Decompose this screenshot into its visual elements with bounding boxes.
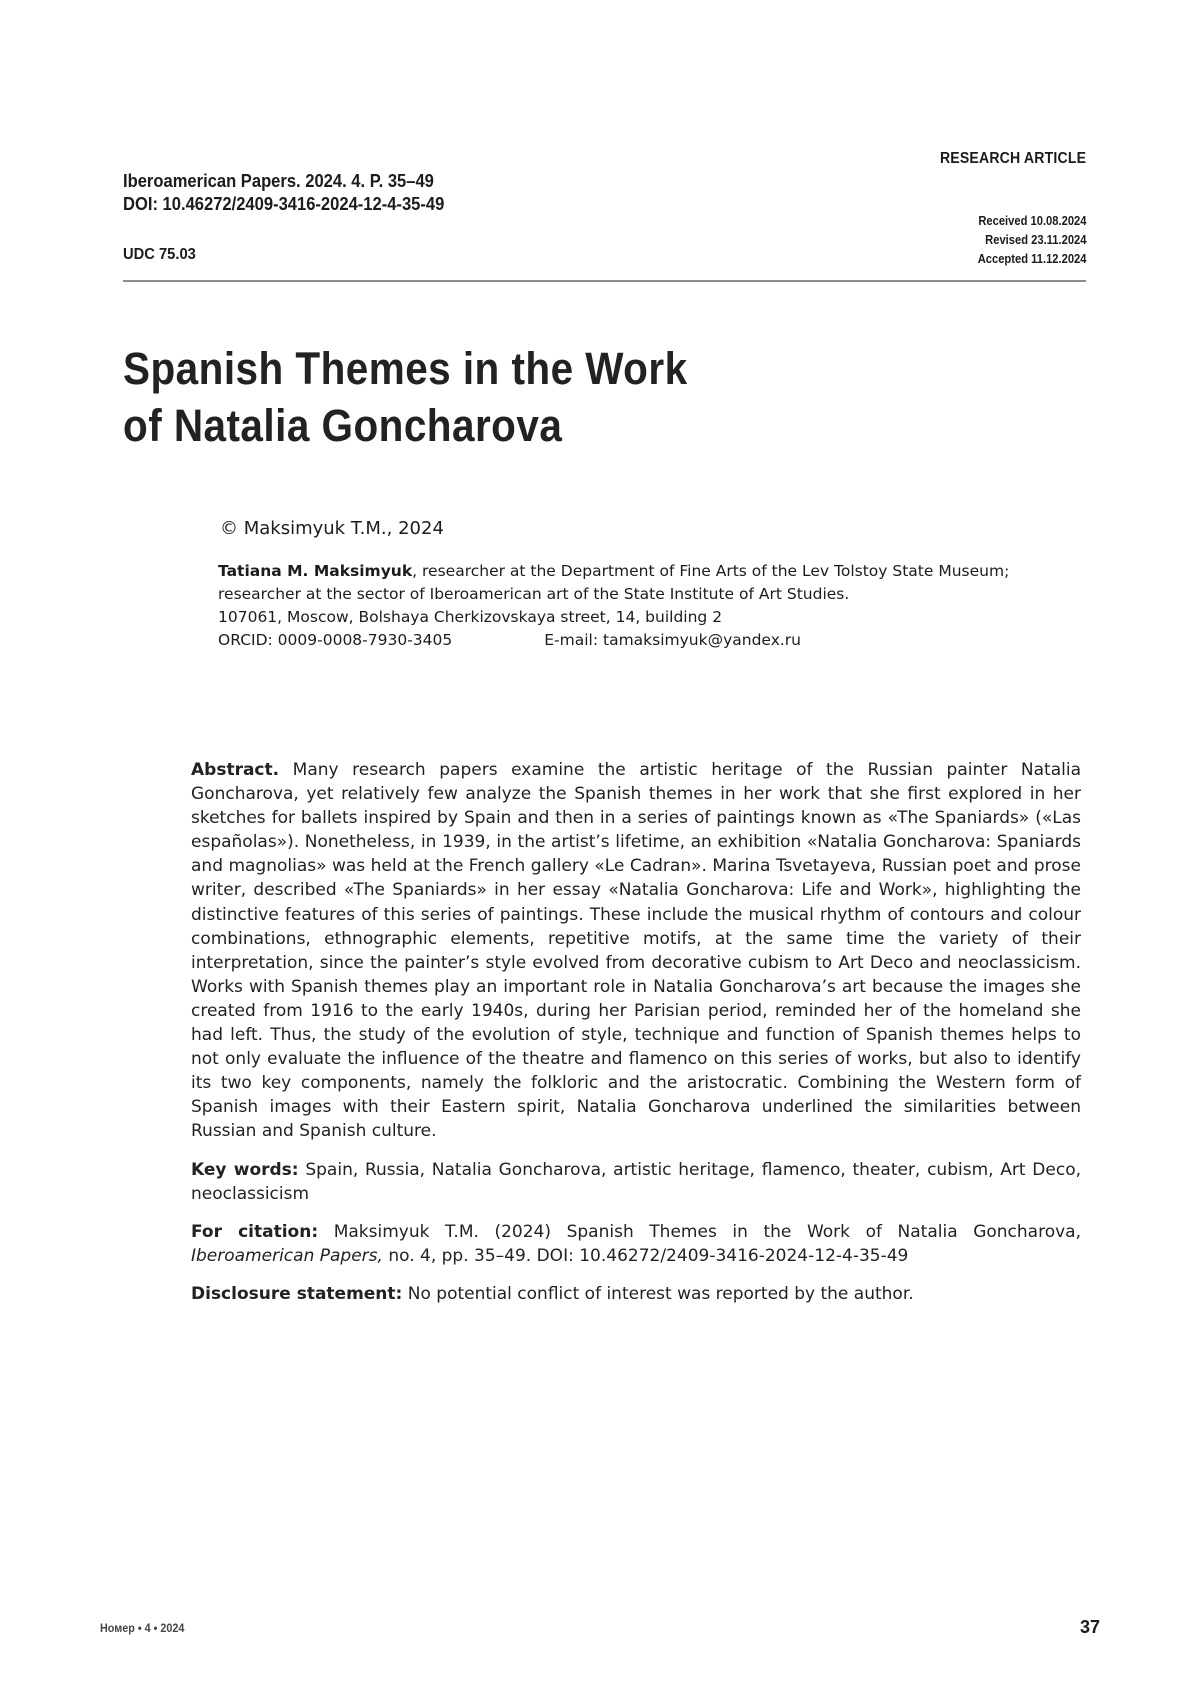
disclosure-paragraph bbox=[191, 1282, 1081, 1306]
keywords-paragraph bbox=[191, 1158, 1081, 1206]
journal-citation-line: Iberoamerican Papers. 2024. 4. P. 35–49 bbox=[123, 171, 434, 191]
copyright-notice: © Maksimyuk T.M., 2024 bbox=[220, 518, 444, 539]
article-dates bbox=[977, 211, 1086, 268]
received-date: Received 10.08.2024 bbox=[977, 213, 1086, 228]
article-type-label: RESEARCH ARTICLE bbox=[939, 150, 1086, 167]
journal-info bbox=[123, 170, 444, 216]
doi-line: DOI: 10.46272/2409-3416-2024-12-4-35-49 bbox=[123, 194, 445, 214]
citation-journal: Iberoamerican Papers, bbox=[191, 1245, 383, 1266]
udc-code: UDC 75.03 bbox=[123, 246, 196, 263]
accepted-date: Accepted 11.12.2024 bbox=[977, 251, 1086, 266]
author-email[interactable]: E-mail: tamaksimyuk@yandex.ru bbox=[544, 631, 801, 649]
disclosure-text: No potential conflict of interest was reported by the author. bbox=[407, 1283, 914, 1304]
footer-issue: Номер • 4 • 2024 bbox=[100, 1621, 185, 1635]
author-name: Tatiana M. Maksimyuk bbox=[218, 562, 413, 580]
abstract-text: Many research papers examine the artistic heritage of the Russian painter Natalia Goncharova, yet relatively few analyze the Spanish themes in her work that she first explored in her sketches for ballets inspired by Spain and then in a series of paintings known as «The Spaniards» («Las españolas»). Nonetheless, in 1939, in the artist’s lifetime, an exhibition «Natalia Goncharova: Spaniards and magnolias» was held at the French gallery «Le Cadran». Marina Tsvetayeva, Russian poet and prose writer, described «The Spaniards» in her essay «Natalia Goncharova: Life and Work», highlighting the distinctive features of this series of paintings. These include the musical rhythm of contours and colour combinations, ethnographic elements, repetitive motifs, at the same time the variety of their interpretation, since the painter’s style evolved from decorative cubism to Art Deco and neoclassicism. Works with Spanish themes play an important role in Natalia Goncharova’s art because the images she created from 1916 to the early 1940s, during her Parisian period, reminded her of the homeland she had left. Thus, the study of the evolution of style, technique and function of Spanish themes helps to not only evaluate the influence of the theatre and flamenco on this series of works, but also to identify its two key components, namely the folkloric and the aristocratic. Combining the Western form of Spanish images with their Eastern spirit, Natalia Goncharova underlined the similarities between Russian and Spanish culture. bbox=[191, 760, 1082, 1142]
disclosure-label: Disclosure statement: bbox=[191, 1283, 403, 1304]
title-line-2: of Natalia Goncharova bbox=[123, 400, 563, 451]
citation-label: For citation: bbox=[191, 1221, 319, 1242]
citation-paragraph bbox=[191, 1220, 1081, 1268]
title-line-1: Spanish Themes in the Work bbox=[123, 343, 688, 394]
citation-text: Maksimyuk T.M. (2024) Spanish Themes in the Work of Natalia Goncharova, bbox=[333, 1221, 1081, 1242]
article-title bbox=[123, 340, 688, 454]
author-address: 107061, Moscow, Bolshaya Cherkizovskaya street, 14, building 2 bbox=[218, 608, 723, 626]
abstract-label: Abstract. bbox=[191, 760, 280, 780]
keywords-label: Key words: bbox=[191, 1159, 299, 1180]
header-divider bbox=[123, 280, 1086, 282]
citation-text-after: no. 4, pp. 35–49. DOI: 10.46272/2409-3416-2024-12-4-35-49 bbox=[388, 1245, 909, 1266]
author-line-1 bbox=[218, 560, 1098, 583]
author-contacts bbox=[218, 629, 1098, 652]
author-affiliation-2: researcher at the sector of Iberoamerican art of the State Institute of Art Studies. bbox=[218, 585, 850, 603]
page-number: 37 bbox=[1079, 1617, 1100, 1637]
author-affiliation-1: , researcher at the Department of Fine Arts of the Lev Tolstoy State Museum; bbox=[412, 562, 1010, 580]
abstract-paragraph bbox=[191, 758, 1081, 1144]
author-orcid: ORCID: 0009-0008-7930-3405 bbox=[218, 631, 453, 649]
keywords-text: Spain, Russia, Natalia Goncharova, artistic heritage, flamenco, theater, cubism, Art Deco, neoclassicism bbox=[191, 1159, 1081, 1204]
revised-date: Revised 23.11.2024 bbox=[984, 232, 1086, 247]
abstract-section bbox=[191, 758, 1081, 1320]
author-block bbox=[218, 560, 1098, 652]
